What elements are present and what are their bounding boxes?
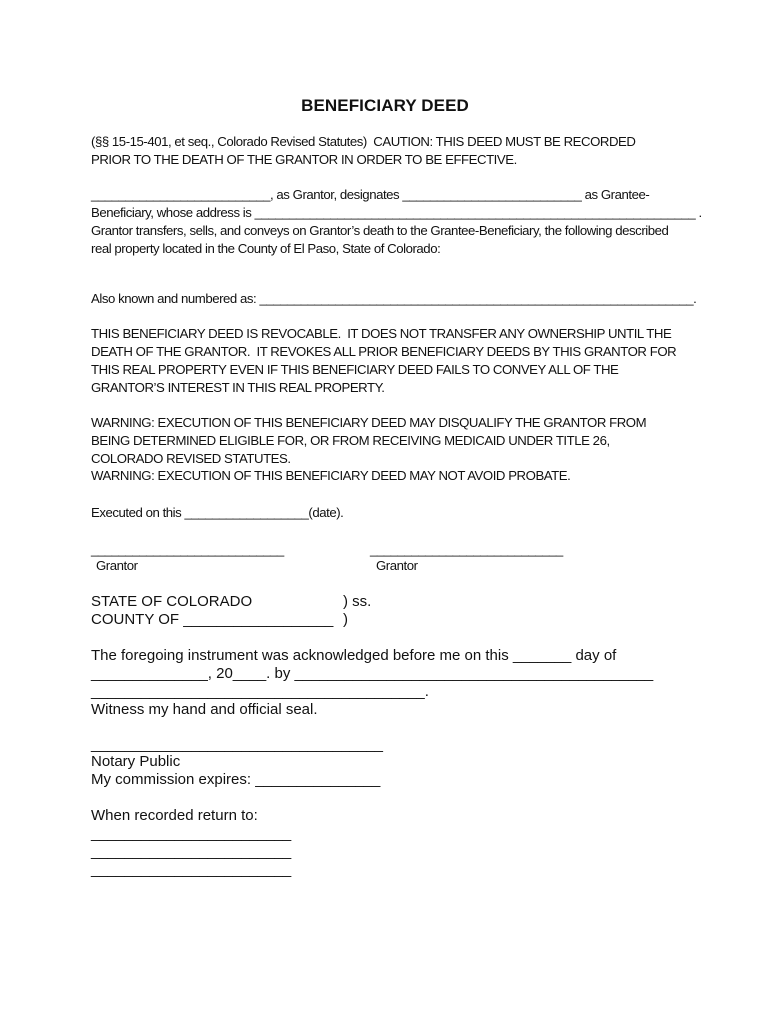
warning-line: WARNING: EXECUTION OF THIS BENEFICIARY DEED MAY DISQUALIFY THE GRANTOR FROM xyxy=(91,415,647,430)
venue-paren: ) xyxy=(343,611,348,628)
conveyance-line: Grantor transfers, sells, and conveys on Grantor’s death to the Grantee-Beneficiary, the following described xyxy=(91,223,669,238)
grantor-signature-line-left: ____________________________ xyxy=(91,542,284,557)
return-to-line: ________________________ xyxy=(91,843,292,860)
conveyance-line: real property located in the County of El Paso, State of Colorado: xyxy=(91,241,441,256)
witness-line: Witness my hand and official seal. xyxy=(91,701,318,718)
revocable-line: DEATH OF THE GRANTOR. IT REVOKES ALL PRIOR BENEFICIARY DEEDS BY THIS GRANTOR FOR xyxy=(91,344,677,359)
grantor-label-left: Grantor xyxy=(96,558,138,573)
grantor-label-right: Grantor xyxy=(376,558,418,573)
venue-county: COUNTY OF __________________ xyxy=(91,611,334,628)
notary-signature-line: ___________________________________ xyxy=(91,736,383,753)
return-to-label: When recorded return to: xyxy=(91,807,258,824)
grantor-signature-line-right: ____________________________ xyxy=(370,542,563,557)
warning-line: WARNING: EXECUTION OF THIS BENEFICIARY DEED MAY NOT AVOID PROBATE. xyxy=(91,468,571,483)
return-to-line: ________________________ xyxy=(91,825,292,842)
executed-date-line: Executed on this __________________(date). xyxy=(91,505,344,520)
beneficiary-address-line: Beneficiary, whose address is ________________________________________________________________ . xyxy=(91,205,702,220)
acknowledgment-line: The foregoing instrument was acknowledged before me on this _______ day of xyxy=(91,647,617,664)
venue-state: STATE OF COLORADO xyxy=(91,593,253,610)
acknowledgment-line: ______________, 20____. by ___________________________________________ xyxy=(91,665,654,682)
also-known-line: Also known and numbered as: _______________________________________________________________. xyxy=(91,291,697,306)
caution-line: (§§ 15-15-401, et seq., Colorado Revised Statutes) CAUTION: THIS DEED MUST BE RECORDED xyxy=(91,134,636,149)
caution-line: PRIOR TO THE DEATH OF THE GRANTOR IN ORDER TO BE EFFECTIVE. xyxy=(91,152,517,167)
warning-line: COLORADO REVISED STATUTES. xyxy=(91,451,291,466)
commission-expires-line: My commission expires: _______________ xyxy=(91,771,381,788)
revocable-line: THIS BENEFICIARY DEED IS REVOCABLE. IT DOES NOT TRANSFER ANY OWNERSHIP UNTIL THE xyxy=(91,326,672,341)
venue-ss: ) ss. xyxy=(343,593,372,610)
revocable-line: GRANTOR’S INTEREST IN THIS REAL PROPERTY. xyxy=(91,380,385,395)
grantor-designation-line: __________________________, as Grantor, designates __________________________ as Grantee- xyxy=(91,187,650,202)
return-to-line: ________________________ xyxy=(91,861,292,878)
warning-line: BEING DETERMINED ELIGIBLE FOR, OR FROM RECEIVING MEDICAID UNDER TITLE 26, xyxy=(91,433,610,448)
acknowledgment-line: ________________________________________. xyxy=(91,683,429,700)
document-title: BENEFICIARY DEED xyxy=(301,96,469,115)
notary-label: Notary Public xyxy=(91,753,181,770)
revocable-line: THIS REAL PROPERTY EVEN IF THIS BENEFICIARY DEED FAILS TO CONVEY ALL OF THE xyxy=(91,362,619,377)
